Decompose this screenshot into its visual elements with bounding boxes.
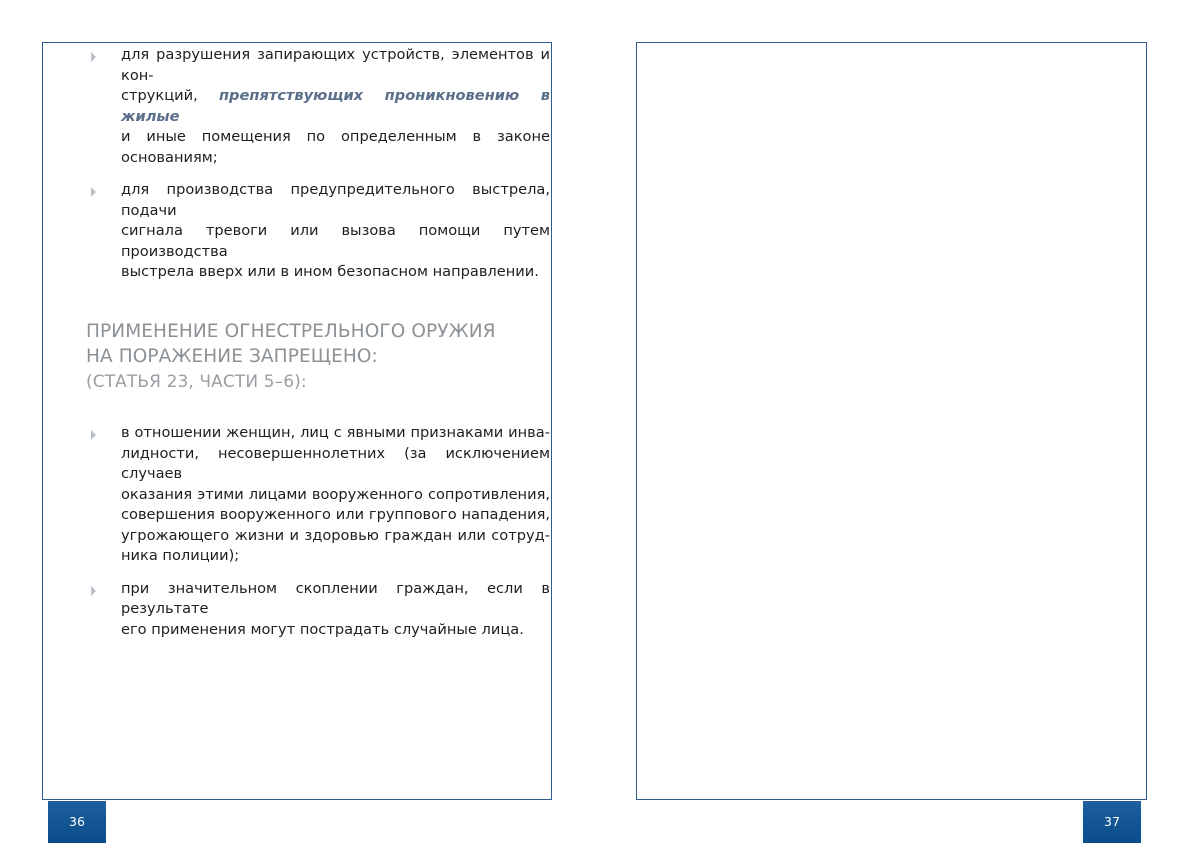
page-number-badge-right: 37 [1083, 801, 1141, 843]
text-line: оказания этими лицами вооруженного сопротивления, [121, 485, 550, 503]
right-page [636, 42, 1147, 800]
text-line: лидности, несовершеннолетних (за исключением случаев [121, 444, 550, 482]
text-line: при значительном скоплении граждан, если в результате [121, 579, 550, 617]
bullet-arrow-icon [91, 430, 96, 440]
text-line: выстрела вверх или в ином безопасном направлении. [121, 263, 539, 280]
bullet-arrow-icon [91, 187, 96, 197]
list-item [91, 180, 550, 283]
text-line: в отношении женщин, лиц с явными признаками инва- [121, 424, 550, 441]
left-page-content [86, 45, 551, 640]
text-line: для производства предупредительного выстрела, подачи [121, 181, 550, 219]
text-line: совершения вооруженного или группового нападения, [121, 506, 550, 523]
text-fragment: струкций, [121, 87, 219, 104]
section-heading [86, 319, 550, 396]
text-line: сигнала тревоги или вызова помощи путем производства [121, 222, 550, 260]
heading-line: НА ПОРАЖЕНИЕ ЗАПРЕЩЕНО: [86, 346, 378, 367]
bullet-arrow-icon [91, 52, 96, 62]
text-line: и иные помещения по определенным в законе основаниям; [121, 128, 550, 166]
list-item [91, 423, 550, 567]
list-item [91, 579, 550, 641]
emphasis-text: препятствующих проникновению в жилые [121, 87, 551, 125]
text-line [121, 86, 550, 127]
bullet-arrow-icon [91, 586, 96, 596]
left-page [42, 42, 552, 800]
heading-line: ПРИМЕНЕНИЕ ОГНЕСТРЕЛЬНОГО ОРУЖИЯ [86, 320, 496, 342]
text-line: угрожающего жизни и здоровью граждан или сотруд- [121, 526, 550, 544]
text-line: ника полиции); [121, 547, 240, 564]
text-line: его применения могут пострадать случайные лица. [121, 620, 524, 638]
heading-reference: (СТАТЬЯ 23, ЧАСТИ 5–6): [86, 371, 307, 392]
page-number-badge-left: 36 [48, 801, 106, 843]
text-line: для разрушения запирающих устройств, элементов и кон- [121, 46, 550, 84]
list-item [91, 45, 550, 168]
